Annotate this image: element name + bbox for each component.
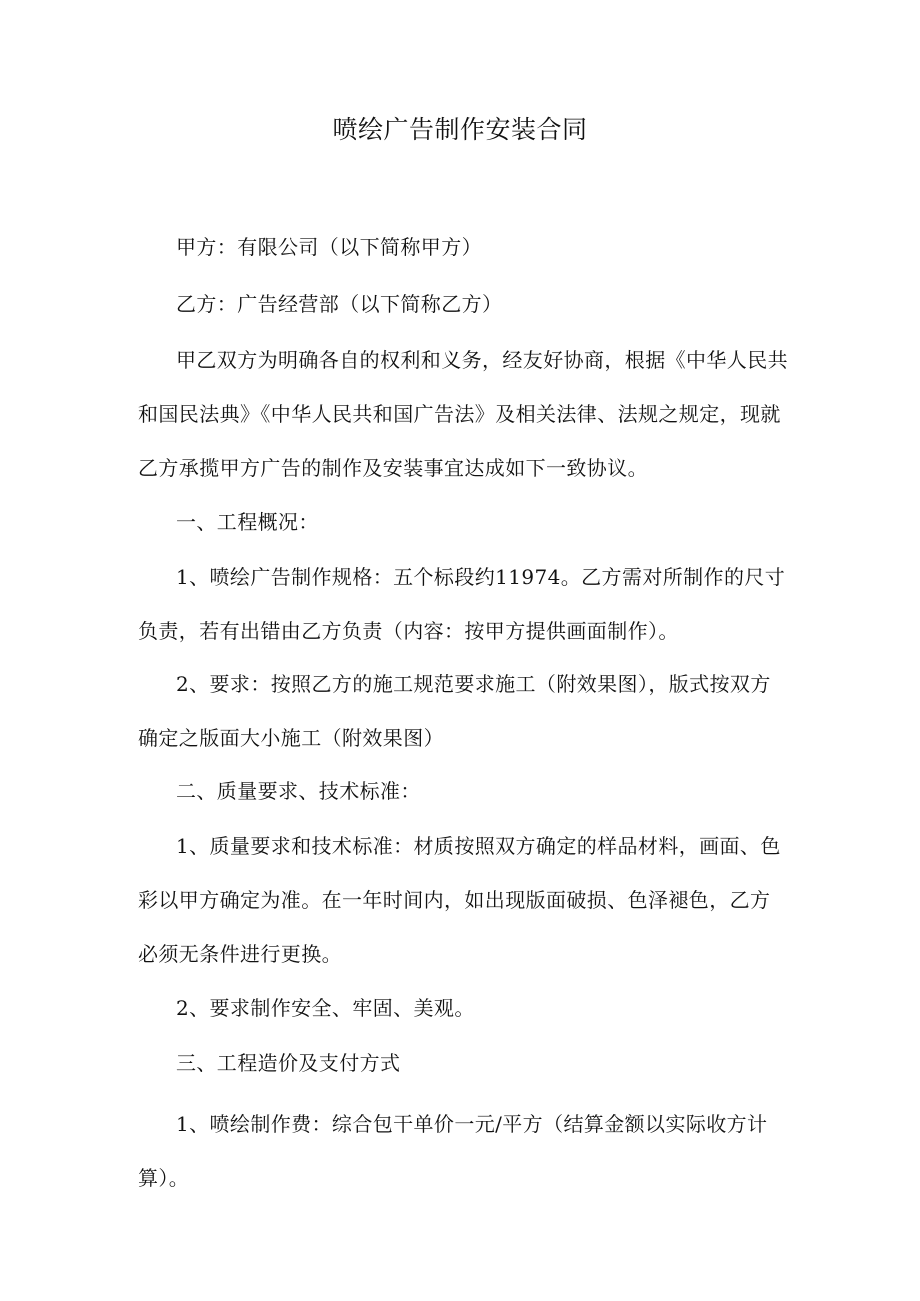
- section-1-heading: 一、工程概况：: [176, 510, 319, 534]
- section-3-heading: 三、工程造价及支付方式: [176, 1051, 401, 1075]
- document-title: 喷绘广告制作安装合同: [332, 115, 588, 144]
- clause-1-1: 1、喷绘广告制作规格：五个标段约11974。乙方需对所制作的尺寸负责，若有出错由乙方负责（内容：按甲方提供画面制作）。: [138, 565, 786, 643]
- clause-1-2: 2、要求：按照乙方的施工规范要求施工（附效果图），版式按双方确定之版面大小施工（附效果图）: [138, 672, 771, 750]
- clause-2-1: 1、质量要求和技术标准：材质按照双方确定的样品材料，画面、色彩以甲方确定为准。在一年时间内，如出现版面破损、色泽褪色，乙方必须无条件进行更换。: [138, 834, 781, 966]
- party-a-line: 甲方：有限公司（以下简称甲方）: [176, 235, 482, 259]
- section-2-heading: 二、质量要求、技术标准：: [176, 779, 421, 803]
- clause-3-1: 1、喷绘制作费：综合包干单价一元/平方（结算金额以实际收方计算）。: [138, 1112, 768, 1190]
- clause-2-2: 2、要求制作安全、牢固、美观。: [176, 996, 475, 1020]
- party-b-line: 乙方：广告经营部（以下简称乙方）: [176, 292, 503, 316]
- preamble-paragraph: 甲乙双方为明确各自的权利和义务，经友好协商，根据《中华人民共和国民法典》《中华人民共和国广告法》及相关法律、法规之规定，现就乙方承揽甲方广告的制作及安装事宜达成如下一致协议。: [138, 348, 788, 480]
